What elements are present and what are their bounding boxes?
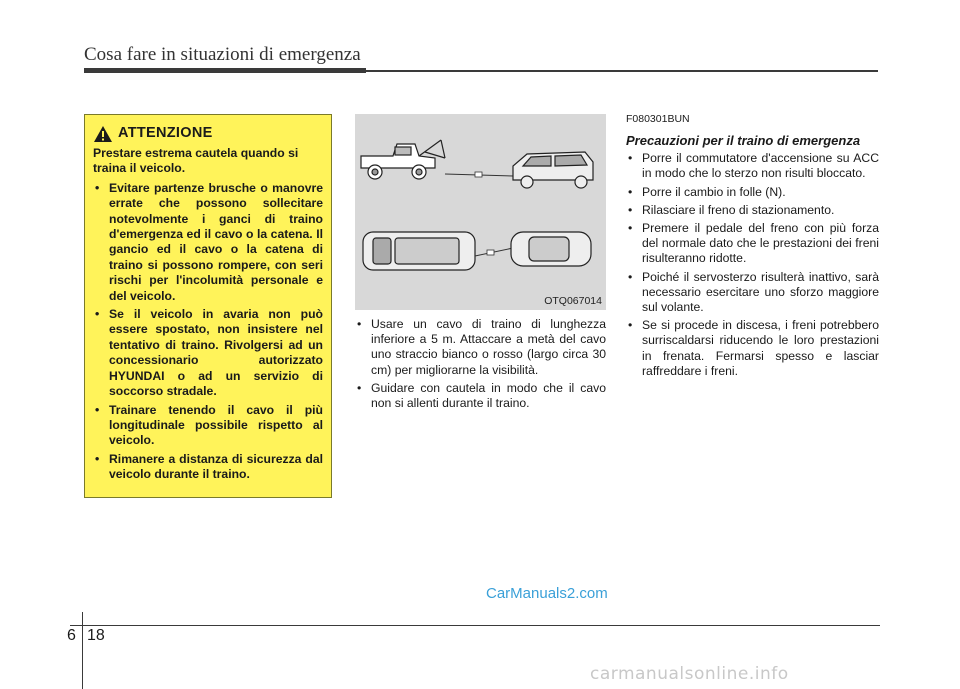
illustration-code: OTQ067014 [544, 295, 602, 307]
warning-item: • Trainare tenendo il cavo il più longitudinale possibile rispetto al veicolo. [93, 403, 323, 449]
precaution-item: • Se si procede in discesa, i freni potrebbero surriscaldarsi riducendo le loro prestazioni in frenata. Fermarsi spesso e lasciar raffreddare i freni. [626, 318, 879, 379]
warning-item: • Evitare partenze brusche o manovre errate che possono sollecitare notevolmente i ganci di traino d'emergenza ed il cavo o la catena. Il gancio ed il cavo o la catena di traino si possono rompere, con seri rischi per l'incolumità personale e del veicolo. [93, 181, 323, 304]
warning-box [84, 114, 332, 498]
right-column [626, 112, 879, 382]
page-title: Cosa fare in situazioni di emergenza [84, 44, 361, 65]
header-rule [84, 68, 366, 73]
warning-triangle-icon [93, 125, 113, 143]
precaution-item: • Poiché il servosterzo risulterà inattivo, sarà necessario esercitare uno sforzo maggiore sul volante. [626, 270, 879, 316]
warning-item: • Rimanere a distanza di sicurezza dal veicolo durante il traino. [93, 452, 323, 483]
precaution-item: • Rilasciare il freno di stazionamento. [626, 203, 879, 218]
precautions-list [626, 151, 879, 379]
precaution-item: • Premere il pedale del freno con più forza del normale dato che le prestazioni dei freni risulteranno ridotte. [626, 221, 879, 267]
middle-item: • Guidare con cautela in modo che il cavo non si allenti durante il traino. [355, 381, 606, 411]
section-code: F080301BUN [626, 113, 690, 125]
warning-heading [93, 125, 323, 143]
watermark-link[interactable]: CarManuals2.com [486, 585, 608, 602]
footer-watermark: carmanualsonline.info [590, 664, 789, 684]
minivan-top-icon [363, 232, 475, 270]
precaution-item: • Porre il commutatore d'accensione su ACC in modo che lo sterzo non risulti bloccato. [626, 151, 879, 181]
middle-item: • Usare un cavo di traino di lunghezza inferiore a 5 m. Attaccare a metà del cavo uno straccio bianco o rosso (largo circa 30 cm) per migliorarne la visibilità. [355, 317, 606, 378]
middle-column [355, 317, 606, 414]
precaution-item: • Porre il cambio in folle (N). [626, 185, 879, 200]
towing-diagram [355, 114, 606, 310]
warning-title: ATTENZIONE [118, 125, 213, 142]
middle-list [355, 317, 606, 411]
warning-item: • Se il veicolo in avaria non può essere spostato, non insistere nel tentativo di traino. Rivolgersi ad un concessionario autorizzato HYUNDAI o ad un servizio di soccorso stradale. [93, 307, 323, 399]
towing-illustration [355, 114, 606, 310]
tow-truck-side-icon [361, 140, 445, 179]
warning-intro: Prestare estrema cautela quando si traina il veicolo. [93, 146, 299, 176]
section-title: Precauzioni per il traino di emergenza [626, 133, 861, 149]
header-rule-thin [366, 70, 878, 72]
footer-rule [70, 625, 880, 626]
car-top-icon [511, 232, 591, 266]
minivan-side-icon [513, 152, 593, 188]
page-number: 18 [87, 627, 105, 644]
warning-list [93, 181, 323, 483]
section-number: 6 [67, 627, 76, 644]
footer-divider [82, 612, 83, 689]
